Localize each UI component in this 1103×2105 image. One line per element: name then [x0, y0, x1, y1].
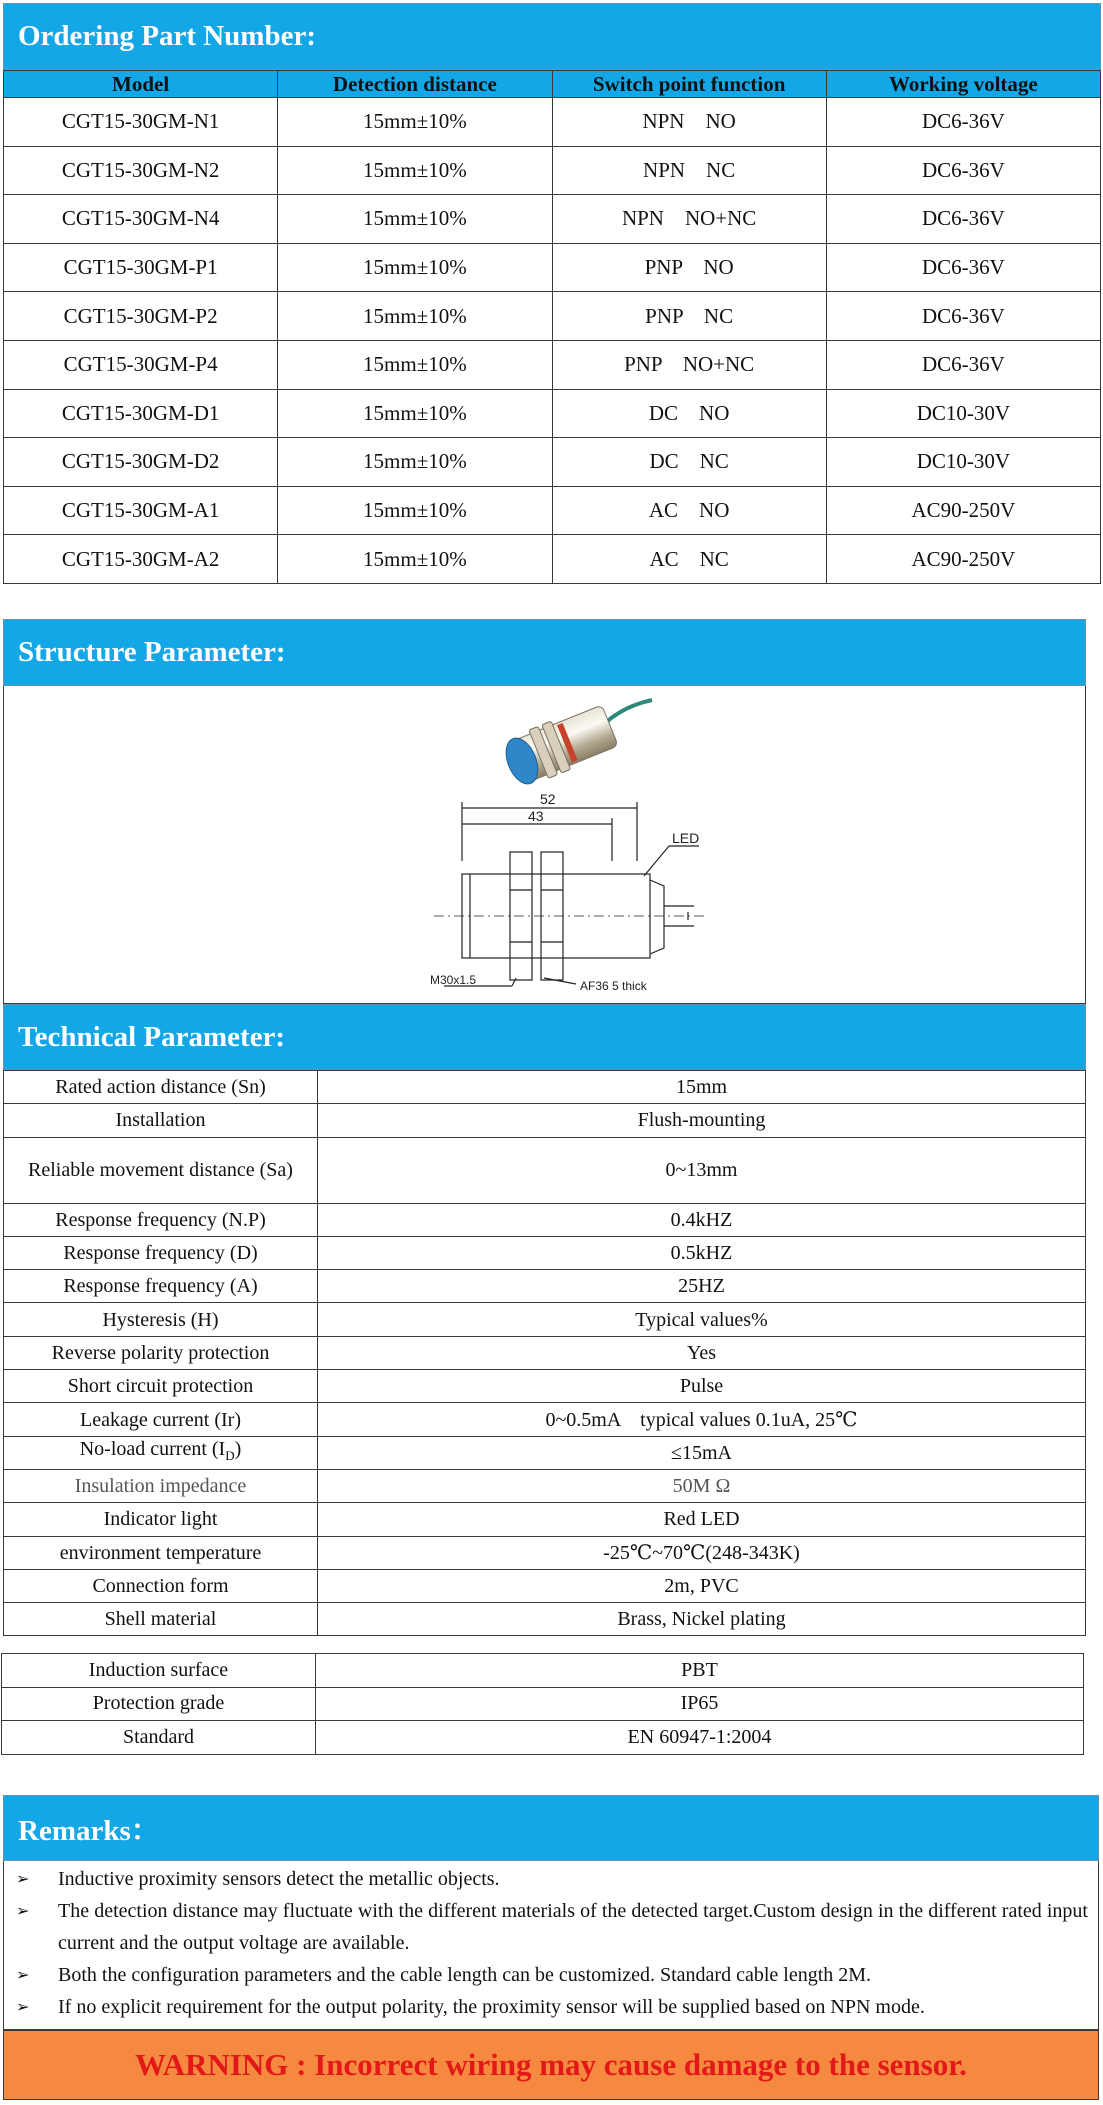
parameter-value: Typical values%: [318, 1303, 1086, 1336]
col-working-voltage: Working voltage: [826, 71, 1100, 98]
model-cell: CGT15-30GM-D1: [4, 389, 278, 438]
parameter-value: 0~13mm: [318, 1137, 1086, 1203]
warning-text: WARNING : Incorrect wiring may cause damage to the sensor.: [135, 2047, 967, 2082]
ordering-table-body: [4, 98, 1101, 584]
technical-row: [4, 1536, 1086, 1569]
remark-text: Both the configuration parameters and the cable length can be customized. Standard cable length 2M.: [58, 1964, 872, 1986]
parameter-label: Protection grade: [2, 1687, 316, 1721]
remarks-header: [3, 1795, 1099, 1861]
parameter-label: Shell material: [4, 1603, 318, 1636]
remarks-title: Remarks：: [18, 1814, 160, 1847]
parameter-label: environment temperature: [4, 1536, 318, 1569]
technical-row: [4, 1603, 1086, 1636]
remark-text: If no explicit requirement for the output polarity, the proximity sensor will be supplied based on NPN mode.: [58, 1996, 925, 2018]
technical-row: [4, 1203, 1086, 1236]
parameter-label: Reverse polarity protection: [4, 1336, 318, 1369]
model-cell: CGT15-30GM-P1: [4, 243, 278, 292]
technical-table-extra: [1, 1653, 1084, 1755]
switch-function-cell: PNP NO: [552, 243, 826, 292]
remark-text: Inductive proximity sensors detect the metallic objects.: [58, 1868, 500, 1890]
model-cell: CGT15-30GM-P2: [4, 292, 278, 341]
technical-row: [4, 1370, 1086, 1403]
parameter-value: 25HZ: [318, 1270, 1086, 1303]
model-cell: CGT15-30GM-D2: [4, 438, 278, 487]
working-voltage-cell: DC6-36V: [826, 98, 1100, 147]
ordering-row: [4, 340, 1101, 389]
led-label: LED: [672, 830, 700, 846]
detection-distance-cell: 15mm±10%: [278, 389, 552, 438]
detection-distance-cell: 15mm±10%: [278, 535, 552, 584]
ordering-row: [4, 292, 1101, 341]
structure-header: [3, 619, 1086, 686]
switch-function-cell: AC NC: [552, 535, 826, 584]
parameter-label: Response frequency (N.P): [4, 1203, 318, 1236]
dimension-drawing: [4, 686, 1087, 1004]
parameter-value: Yes: [318, 1336, 1086, 1369]
parameter-label: Hysteresis (H): [4, 1303, 318, 1336]
parameter-value: Pulse: [318, 1370, 1086, 1403]
working-voltage-cell: DC10-30V: [826, 438, 1100, 487]
col-switch-function: Switch point function: [552, 71, 826, 98]
ordering-row: [4, 195, 1101, 244]
thread-label: M30x1.5: [430, 973, 477, 987]
parameter-label: Induction surface: [2, 1654, 316, 1688]
dim-body-label: 43: [528, 808, 544, 824]
parameter-value: ≤15mA: [318, 1436, 1086, 1469]
working-voltage-cell: DC6-36V: [826, 146, 1100, 195]
technical-row: [4, 1336, 1086, 1369]
technical-row: [4, 1071, 1086, 1104]
switch-function-cell: NPN NO+NC: [552, 195, 826, 244]
bullet-arrow-icon: ➢: [16, 1901, 30, 1920]
parameter-value: PBT: [316, 1654, 1084, 1688]
parameter-label: Installation: [4, 1104, 318, 1137]
model-cell: CGT15-30GM-P4: [4, 340, 278, 389]
technical-row: [2, 1721, 1084, 1755]
technical-row: [2, 1654, 1084, 1688]
parameter-label: Response frequency (A): [4, 1270, 318, 1303]
structure-drawing-area: [3, 686, 1086, 1004]
ordering-header: [3, 3, 1101, 70]
detection-distance-cell: 15mm±10%: [278, 243, 552, 292]
parameter-label-close: ): [234, 1438, 242, 1461]
warning-banner: [3, 2030, 1099, 2100]
ordering-title: Ordering Part Number:: [18, 20, 316, 52]
technical-title: Technical Parameter:: [18, 1020, 286, 1053]
model-cell: CGT15-30GM-N1: [4, 98, 278, 147]
model-cell: CGT15-30GM-A1: [4, 486, 278, 535]
parameter-label: Standard: [2, 1721, 316, 1755]
technical-row: [4, 1469, 1086, 1502]
switch-function-cell: NPN NO: [552, 98, 826, 147]
detection-distance-cell: 15mm±10%: [278, 340, 552, 389]
ordering-row: [4, 389, 1101, 438]
parameter-label: Indicator light: [4, 1503, 318, 1536]
ordering-row: [4, 486, 1101, 535]
detection-distance-cell: 15mm±10%: [278, 146, 552, 195]
bullet-arrow-icon: ➢: [16, 1997, 30, 2016]
working-voltage-cell: AC90-250V: [826, 535, 1100, 584]
ordering-table: [3, 70, 1101, 584]
parameter-label: Rated action distance (Sn): [4, 1071, 318, 1104]
parameter-label: Connection form: [4, 1569, 318, 1602]
dim-overall-label: 52: [540, 791, 556, 807]
switch-function-cell: AC NO: [552, 486, 826, 535]
parameter-value: 0~0.5mA typical values 0.1uA, 25℃: [318, 1403, 1086, 1436]
bullet-arrow-icon: ➢: [16, 1869, 30, 1888]
model-cell: CGT15-30GM-N2: [4, 146, 278, 195]
technical-row: [4, 1436, 1086, 1469]
working-voltage-cell: DC10-30V: [826, 389, 1100, 438]
col-model: Model: [4, 71, 278, 98]
col-detection-distance: Detection distance: [278, 71, 552, 98]
ordering-row: [4, 438, 1101, 487]
technical-row: [4, 1303, 1086, 1336]
working-voltage-cell: DC6-36V: [826, 243, 1100, 292]
technical-row: [4, 1104, 1086, 1137]
technical-row: [4, 1236, 1086, 1269]
parameter-label: Short circuit protection: [4, 1370, 318, 1403]
parameter-value: 0.4kHZ: [318, 1203, 1086, 1236]
detection-distance-cell: 15mm±10%: [278, 195, 552, 244]
model-cell: CGT15-30GM-N4: [4, 195, 278, 244]
switch-function-cell: NPN NC: [552, 146, 826, 195]
parameter-label-subscript: D: [225, 1448, 235, 1464]
ordering-header-row: [4, 71, 1101, 98]
parameter-label: Reliable movement distance (Sa): [4, 1137, 318, 1203]
working-voltage-cell: DC6-36V: [826, 195, 1100, 244]
structure-title: Structure Parameter:: [18, 636, 286, 668]
detection-distance-cell: 15mm±10%: [278, 98, 552, 147]
parameter-label: Leakage current (Ir): [4, 1403, 318, 1436]
parameter-value: EN 60947-1:2004: [316, 1721, 1084, 1755]
technical-row: [4, 1270, 1086, 1303]
working-voltage-cell: DC6-36V: [826, 292, 1100, 341]
working-voltage-cell: AC90-250V: [826, 486, 1100, 535]
ordering-row: [4, 243, 1101, 292]
switch-function-cell: PNP NC: [552, 292, 826, 341]
nut-label: AF36 5 thick: [580, 979, 647, 993]
technical-row: [4, 1137, 1086, 1203]
parameter-value: 2m, PVC: [318, 1569, 1086, 1602]
parameter-label: Insulation impedance: [4, 1469, 318, 1502]
ordering-row: [4, 535, 1101, 584]
parameter-label: Response frequency (D): [4, 1236, 318, 1269]
working-voltage-cell: DC6-36V: [826, 340, 1100, 389]
switch-function-cell: PNP NO+NC: [552, 340, 826, 389]
remark-text: The detection distance may fluctuate with the different materials of the detected target.Custom design in the different rated input current and the output voltage are available.: [58, 1900, 1088, 1954]
detection-distance-cell: 15mm±10%: [278, 486, 552, 535]
technical-row: [2, 1687, 1084, 1721]
technical-row: [4, 1403, 1086, 1436]
detection-distance-cell: 15mm±10%: [278, 438, 552, 487]
bullet-arrow-icon: ➢: [16, 1965, 30, 1984]
parameter-value: 15mm: [318, 1071, 1086, 1104]
detection-distance-cell: 15mm±10%: [278, 292, 552, 341]
parameter-label-text: No-load current (I: [79, 1438, 226, 1461]
parameter-value: Brass, Nickel plating: [318, 1603, 1086, 1636]
parameter-value: Red LED: [318, 1503, 1086, 1536]
ordering-row: [4, 146, 1101, 195]
switch-function-cell: DC NC: [552, 438, 826, 487]
parameter-value: 0.5kHZ: [318, 1236, 1086, 1269]
parameter-value: -25℃~70℃(248-343K): [318, 1536, 1086, 1569]
technical-table: [3, 1070, 1086, 1636]
technical-row: [4, 1569, 1086, 1602]
technical-row: [4, 1503, 1086, 1536]
remarks-list: [3, 1861, 1099, 2030]
parameter-value: 50M Ω: [318, 1469, 1086, 1502]
parameter-value: IP65: [316, 1687, 1084, 1721]
parameter-value: Flush-mounting: [318, 1104, 1086, 1137]
ordering-row: [4, 98, 1101, 147]
switch-function-cell: DC NO: [552, 389, 826, 438]
parameter-label: [4, 1436, 318, 1469]
model-cell: CGT15-30GM-A2: [4, 535, 278, 584]
technical-header: [3, 1004, 1086, 1070]
